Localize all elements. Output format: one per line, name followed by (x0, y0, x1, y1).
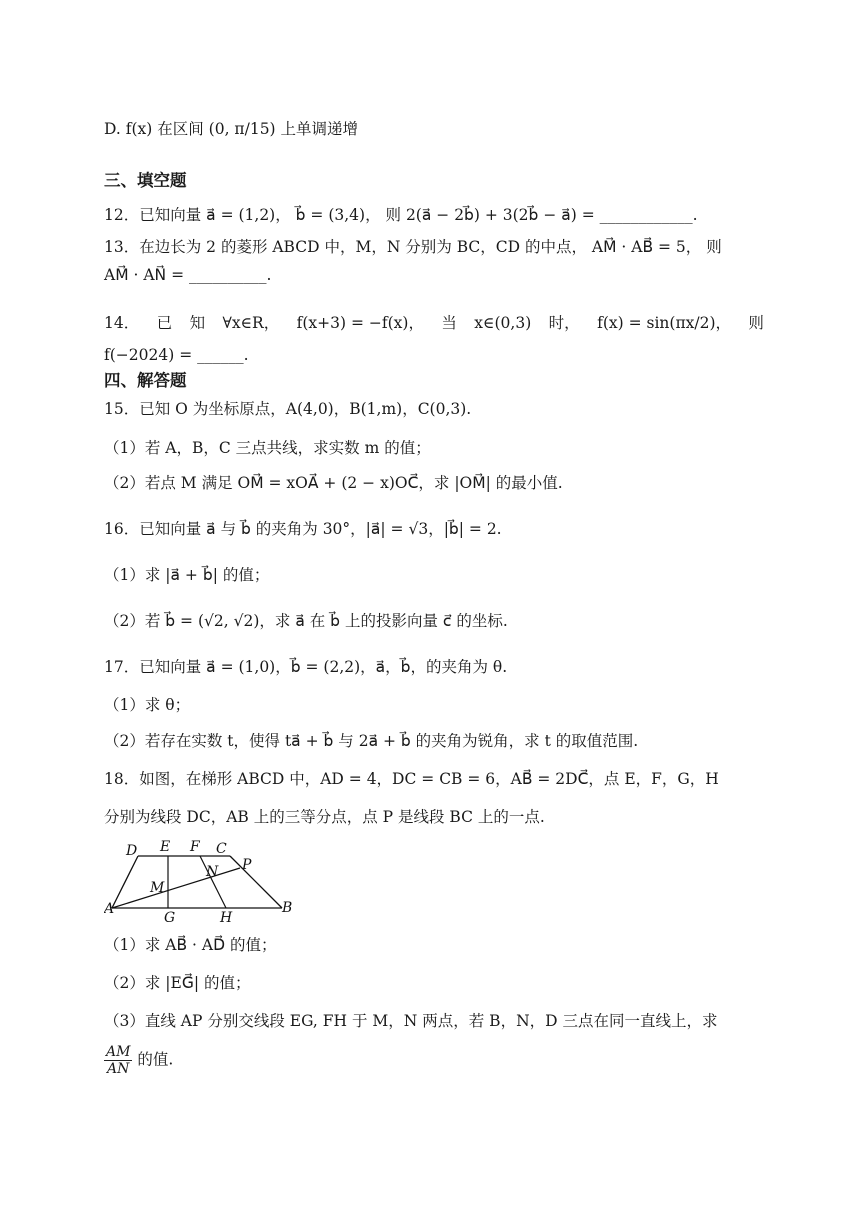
question-13-line2: AM⃗ · AN⃗ = __________. (104, 266, 272, 284)
label-h: H (220, 910, 233, 924)
question-14-line1 (104, 312, 764, 334)
label-c: C (216, 841, 227, 857)
segment-ad (112, 856, 138, 908)
question-17: 17．已知向量 a⃗ = (1,0)，b⃗ = (2,2)，a⃗，b⃗，的夹角为 θ. (104, 658, 508, 676)
segment-cb (230, 856, 282, 908)
label-e: E (160, 839, 171, 855)
q14-part: 14． (104, 314, 140, 332)
label-p: P (242, 857, 252, 873)
question-16-part2: （2）若 b⃗ = (√2, √2)，求 a⃗ 在 b⃗ 上的投影向量 c⃗ 的坐标. (104, 612, 508, 630)
q14-part: f(x+3) = −f(x)， (296, 314, 424, 332)
question-16: 16．已知向量 a⃗ 与 b⃗ 的夹角为 30°，|a⃗| = √3，|b⃗| = 2. (104, 520, 502, 538)
q14-part: ∀x∈R， (222, 314, 280, 332)
question-18-line2: 分别为线段 DC，AB 上的三等分点，点 P 是线段 BC 上的一点. (104, 808, 545, 826)
label-f: F (190, 839, 200, 855)
q14-part: 则 (748, 314, 764, 332)
fraction-am-over-an (104, 1044, 132, 1077)
q14-part: 已 (156, 314, 173, 332)
section-answer-heading: 四、解答题 (104, 371, 187, 390)
question-18-line1: 18．如图，在梯形 ABCD 中，AD = 4，DC = CB = 6，AB⃗ = 2DC⃗，点 E，F，G，H (104, 770, 719, 788)
question-17-part2: （2）若存在实数 t，使得 ta⃗ + b⃗ 与 2a⃗ + b⃗ 的夹角为锐角，求 t 的取值范围. (104, 732, 639, 750)
segment-ap (112, 868, 240, 908)
question-15-part1: （1）若 A，B，C 三点共线，求实数 m 的值； (104, 439, 431, 457)
question-18-part3-tail (104, 1044, 173, 1077)
question-12: 12．已知向量 a⃗ = (1,2)， b⃗ = (3,4)， 则 2(a⃗ − 2b⃗) + 3(2b⃗ − a⃗) = ____________. (104, 206, 698, 224)
label-n: N (206, 864, 219, 880)
question-18-tail-text: 的值. (137, 1050, 174, 1069)
q14-part: 知 (189, 314, 206, 332)
question-18-part1: （1）求 AB⃗ · AD⃗ 的值； (104, 936, 277, 954)
option-d: D. f(x) 在区间 (0, π/15) 上单调递增 (104, 120, 359, 138)
q14-part: 时， (548, 314, 580, 332)
q14-part: 当 (441, 314, 457, 332)
label-a: A (104, 901, 115, 917)
fraction-denominator: AN (107, 1061, 130, 1077)
question-16-part1: （1）求 |a⃗ + b⃗| 的值； (104, 566, 270, 584)
q14-part: x∈(0,3) (474, 314, 532, 332)
label-m: M (150, 880, 165, 896)
section-fill-in-heading: 三、填空题 (104, 171, 187, 190)
label-b: B (282, 900, 293, 916)
question-15: 15．已知 O 为坐标原点，A(4,0)，B(1,m)，C(0,3). (104, 400, 472, 418)
q14-part: f(x) = sin(πx/2)， (597, 314, 732, 332)
question-18-part2: （2）求 |EG⃗| 的值； (104, 974, 251, 992)
label-g: G (164, 910, 176, 924)
question-17-part1: （1）求 θ； (104, 696, 191, 714)
question-14-line2: f(−2024) = ______. (104, 346, 249, 364)
trapezoid-figure (104, 838, 300, 924)
fraction-numerator: AM (106, 1044, 131, 1060)
question-18-part3: （3）直线 AP 分别交线段 EG, FH 于 M，N 两点，若 B，N，D 三点在同一直线上，求 (104, 1012, 718, 1030)
question-13-line1: 13．在边长为 2 的菱形 ABCD 中，M，N 分别为 BC，CD 的中点， AM⃗ · AB⃗ = 5， 则 (104, 238, 722, 256)
question-15-part2: （2）若点 M 满足 OM⃗ = xOA⃗ + (2 − x)OC⃗，求 |OM⃗| 的最小值. (104, 474, 563, 492)
label-d: D (126, 843, 138, 859)
